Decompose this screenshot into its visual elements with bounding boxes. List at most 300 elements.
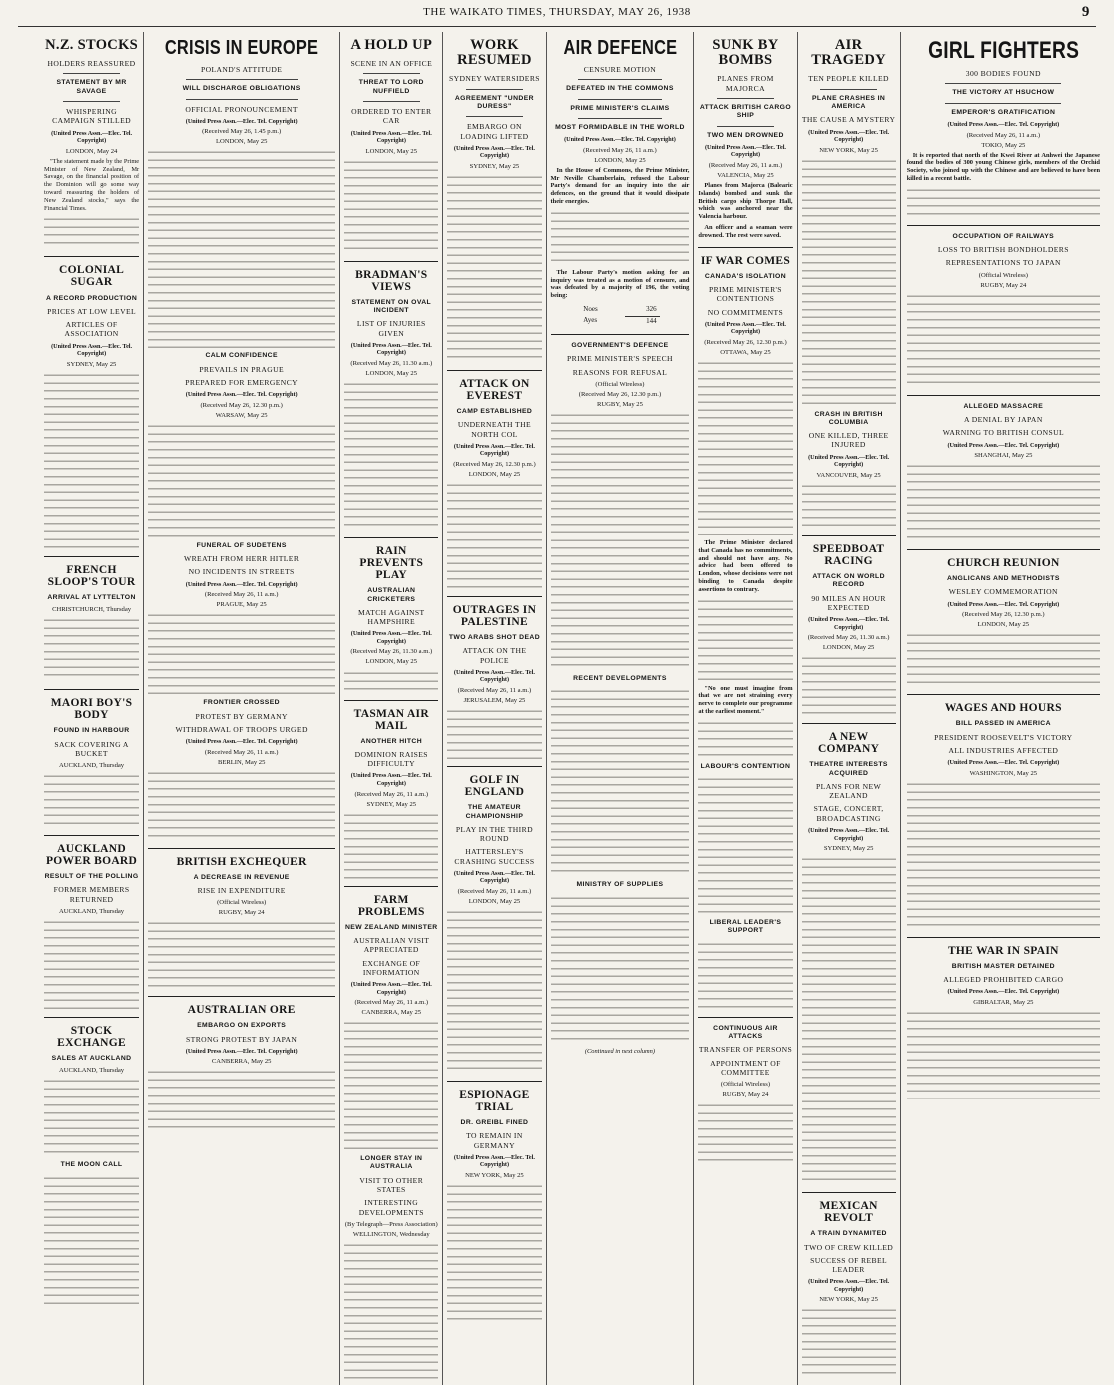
headline-a-hold-up: A HOLD UP	[350, 37, 433, 53]
subhead: A TRAIN DYNAMITED	[810, 1230, 887, 1238]
article-text-block	[907, 186, 1100, 218]
dateline: LONDON, May 25	[977, 621, 1030, 629]
article-body	[698, 685, 792, 716]
subhead: FUNERAL OF SUDETENS	[196, 541, 287, 549]
article-text-block	[907, 780, 1100, 930]
article-text-block	[907, 1009, 1100, 1099]
divider	[698, 1017, 792, 1018]
subhead: SACK COVERING A BUCKET	[54, 739, 129, 758]
source-line: (Official Wireless)	[720, 1081, 771, 1089]
continued-note: (Continued in next column)	[584, 1047, 655, 1055]
article-text-block	[802, 654, 896, 716]
masthead-title: THE WAIKATO TIMES, THURSDAY, MAY 26, 1938	[423, 6, 691, 18]
subhead: REASONS FOR REFUSAL	[572, 367, 668, 377]
subhead: TRANSFER OF PERSONS	[698, 1045, 793, 1055]
subhead: THREAT TO LORD NUFFIELD	[358, 79, 424, 95]
subhead: RESULT OF THE POLLING	[44, 873, 139, 881]
dateline: RUGBY, May 25	[597, 400, 643, 408]
subhead: OFFICIAL PRONOUNCEMENT	[185, 104, 298, 114]
section-subhead: LABOUR'S CONTENTION	[700, 762, 791, 770]
wire-credit: (United Press Assn.—Elec. Tel. Copyright)	[350, 341, 432, 357]
article-text-block	[698, 775, 792, 915]
received-line: (Received May 26, 12.30 p.m.)	[578, 390, 662, 398]
article-text-block	[44, 772, 139, 828]
wire-credit: (United Press Assn.—Elec. Tel. Copyright)	[947, 121, 1060, 128]
dateline: SYDNEY, May 25	[469, 162, 520, 170]
dateline: PRAGUE, May 25	[216, 601, 267, 609]
subhead: WILL DISCHARGE OBLIGATIONS	[182, 85, 301, 93]
division-vote-table	[578, 303, 661, 327]
article-text-block	[44, 1174, 139, 1304]
article-text-block	[447, 707, 541, 759]
newspaper-columns	[40, 32, 1106, 1364]
article-text-block	[148, 611, 335, 695]
subhead: AUSTRALIAN VISIT APPRECIATED	[353, 936, 430, 955]
column-2	[143, 32, 339, 1385]
received-line: (Received May 26, 11.30 a.m.)	[807, 634, 890, 642]
subhead: EMBARGO ON LOADING LIFTED	[460, 122, 529, 141]
article-text-block	[802, 482, 896, 528]
subhead: ANGLICANS AND METHODISTS	[946, 575, 1060, 583]
headline-british-exchequer: BRITISH EXCHEQUER	[176, 855, 307, 868]
subhead: EMPEROR'S GRATIFICATION	[951, 108, 1056, 116]
article-body	[698, 182, 792, 240]
headline-french-sloop: FRENCH SLOOP'S TOUR	[47, 563, 136, 588]
article-text-block	[44, 1077, 139, 1157]
article-text-block	[551, 411, 690, 671]
divider	[907, 225, 1100, 226]
divider	[148, 848, 335, 849]
subhead: PLANS FOR NEW ZEALAND	[816, 781, 882, 801]
article-text-block	[148, 769, 335, 841]
received-line: (Received May 26, 11 a.m.)	[354, 999, 429, 1007]
divider	[466, 89, 522, 90]
divider	[344, 537, 438, 538]
wire-credit: (United Press Assn.—Elec. Tel. Copyright)	[704, 320, 786, 336]
divider	[344, 700, 438, 701]
article-text-block	[344, 158, 438, 254]
subhead: ORDERED TO ENTER CAR	[351, 107, 432, 126]
headline-girl-fighters: GIRL FIGHTERS	[927, 37, 1079, 64]
divider	[907, 937, 1100, 938]
article-text-block	[802, 1306, 896, 1376]
divider	[363, 101, 419, 102]
dateline: WELLINGTON, Wednesday	[352, 1230, 430, 1238]
divider	[63, 101, 120, 102]
subhead: A RECORD PRODUCTION	[45, 294, 138, 302]
subhead: A DECREASE IN REVENUE	[193, 873, 290, 881]
headline-tasman-air-mail: TASMAN AIR MAIL	[353, 707, 429, 732]
subhead: PRICES AT LOW LEVEL	[47, 306, 137, 316]
subhead: STATEMENT BY MR SAVAGE	[56, 79, 127, 95]
section-subhead: MINISTRY OF SUPPLIES	[576, 881, 664, 889]
article-text-block	[907, 462, 1100, 542]
subhead: DOMINION RAISES DIFFICULTY	[354, 749, 428, 769]
subhead: UNDERNEATH THE NORTH COL	[457, 420, 532, 439]
subhead: NEW ZEALAND MINISTER	[344, 923, 438, 931]
subhead: ONE KILLED, THREE INJURED	[808, 431, 889, 450]
divider	[344, 261, 438, 262]
subhead: EXCHANGE OF INFORMATION	[362, 958, 421, 977]
subhead: SCENE IN AN OFFICE	[350, 59, 433, 69]
noes-count: 326	[646, 305, 657, 314]
dateline: NEW YORK, May 25	[819, 146, 878, 154]
subhead: LIST OF INJURIES GIVEN	[356, 319, 426, 338]
divider	[802, 535, 896, 536]
divider	[820, 89, 876, 90]
divider	[802, 1192, 896, 1193]
headline-speedboat-racing: SPEEDBOAT RACING	[812, 542, 885, 567]
headline-attack-on-everest: ATTACK ON EVEREST	[459, 377, 530, 402]
article-text-block	[44, 918, 139, 1010]
dateline: JERUSALEM, May 25	[463, 697, 526, 705]
wire-credit: (United Press Assn.—Elec. Tel. Copyright)	[185, 391, 298, 399]
article-text-block	[447, 173, 541, 363]
divider	[186, 99, 298, 100]
dateline: LONDON, May 25	[365, 658, 418, 666]
headline-espionage-trial: ESPIONAGE TRIAL	[459, 1088, 530, 1114]
divider	[44, 256, 139, 257]
subhead: PRIME MINISTER'S SPEECH	[566, 354, 673, 364]
subhead: MOST FORMIDABLE IN THE WORLD	[555, 123, 685, 131]
subhead: PRESIDENT ROOSEVELT'S VICTORY	[934, 732, 1073, 742]
headline-air-tragedy: AIR TRAGEDY	[811, 37, 886, 69]
dateline: WASHINGTON, May 25	[969, 769, 1038, 777]
subhead: STATEMENT ON OVAL INCIDENT	[351, 298, 432, 315]
column-3	[339, 32, 442, 1385]
wire-credit: (United Press Assn.—Elec. Tel. Copyright)	[185, 1047, 298, 1055]
subhead: PROTEST BY GERMANY	[195, 711, 288, 721]
divider	[945, 83, 1061, 84]
wire-credit: (United Press Assn.—Elec. Tel. Copyright)	[947, 988, 1060, 996]
article-text-block	[344, 669, 438, 693]
wire-credit: (United Press Assn.—Elec. Tel. Copyright)	[350, 630, 432, 645]
dateline: LONDON, May 25	[365, 370, 418, 378]
wire-credit: (United Press Assn.—Elec. Tel. Copyright)	[808, 1278, 890, 1293]
headline-air-defence: AIR DEFENCE	[563, 37, 677, 59]
section-subhead: LIBERAL LEADER'S SUPPORT	[709, 919, 782, 935]
received-line: (Received May 26, 11 a.m.)	[204, 591, 279, 599]
received-line: (Received May 26, 12.30 p.m.)	[704, 338, 787, 346]
subhead: ANOTHER HITCH	[360, 737, 423, 745]
wire-credit: (United Press Assn.—Elec. Tel. Copyright)	[808, 128, 890, 144]
dateline: CHRISTCHURCH, Thursday	[52, 606, 132, 614]
article-text-block	[44, 215, 139, 249]
article-text-block	[44, 616, 139, 682]
dateline: SHANGHAI, May 25	[974, 452, 1033, 460]
article-text-block	[802, 157, 896, 407]
subhead: FRONTIER CROSSED	[203, 699, 280, 707]
article-text-block	[698, 940, 792, 1010]
dateline: AUCKLAND, Thursday	[59, 1067, 125, 1075]
divider	[551, 334, 690, 335]
subhead: CANADA'S ISOLATION	[704, 272, 787, 280]
subhead: PLANES FROM MAJORCA	[717, 74, 774, 93]
wire-credit: (United Press Assn.—Elec. Tel. Copyright)	[947, 441, 1060, 449]
headline-australian-ore: AUSTRALIAN ORE	[187, 1004, 296, 1017]
wire-credit: (United Press Assn.—Elec. Tel. Copyright)	[453, 144, 535, 160]
paragraph: "No one must imagine from that we are not straining every nerve to complete our programme at the earliest moment."	[698, 684, 793, 716]
headline-golf-in-england: GOLF IN ENGLAND	[464, 774, 525, 799]
subhead: REPRESENTATIONS TO JAPAN	[945, 258, 1061, 268]
dateline: NEW YORK, May 25	[465, 1172, 524, 1179]
article-text-block	[44, 371, 139, 549]
headline-work-resumed: WORK RESUMED	[457, 37, 532, 69]
subhead: DEFEATED IN THE COMMONS	[566, 85, 674, 93]
divider	[44, 556, 139, 557]
headline-nz-stocks: N.Z. STOCKS	[45, 37, 139, 53]
dateline: RUGBY, May 24	[722, 1091, 769, 1099]
paragraph: It is reported that north of the Kwei River at Anhwei the Japanese found the bodies of 300 young Chinese girls, members of the Orchid Society, who joined up with the Chinese and are believed to have been killed in a recent battle.	[906, 151, 1100, 183]
dateline: LONDON, May 25	[468, 470, 521, 478]
subhead: TO REMAIN IN GERMANY	[466, 1131, 523, 1150]
subhead: FORMER MEMBERS RETURNED	[53, 885, 130, 904]
noes-label: Noes	[583, 305, 598, 314]
paragraph: Planes from Majorca (Balearic Islands) bombed and sunk the British cargo ship Thorpe Hall, which was anchored near the Valencia harbour.	[698, 181, 793, 221]
dateline: SYDNEY, May 25	[823, 845, 874, 853]
subhead: FOUND IN HARBOUR	[53, 727, 130, 735]
divider	[802, 723, 896, 724]
wire-credit: (United Press Assn.—Elec. Tel. Copyright)	[51, 342, 133, 358]
wire-credit: (United Press Assn.—Elec. Tel. Copyright)	[453, 1153, 535, 1169]
article-text-block	[344, 811, 438, 879]
subhead: RISE IN EXPENDITURE	[197, 885, 286, 895]
wire-credit: (United Press Assn.—Elec. Tel. Copyright)	[350, 981, 432, 996]
paragraph: In the House of Commons, the Prime Minister, Mr Neville Chamberlain, refused the Labour Party's demand for an inquiry into the air defences, on the ground that it would dissipate their energies.	[550, 166, 690, 205]
divider	[907, 694, 1100, 695]
divider	[717, 126, 773, 127]
divider	[44, 1017, 139, 1018]
masthead-rule	[18, 26, 1096, 27]
subhead: PREVAILS IN PRAGUE	[199, 364, 285, 374]
subhead: 300 BODIES FOUND	[965, 69, 1041, 79]
ayes-count: 144	[625, 316, 660, 326]
article-text-block	[551, 687, 690, 877]
article-text-block	[802, 855, 896, 1185]
dateline: WARSAW, May 25	[215, 411, 268, 419]
source-line: (Official Wireless)	[978, 271, 1028, 279]
subhead: ALLEGED PROHIBITED CARGO	[943, 975, 1064, 985]
divider	[44, 689, 139, 690]
received-line: (Received May 26, 11 a.m.)	[204, 748, 279, 756]
subhead: ALL INDUSTRIES AFFECTED	[948, 745, 1059, 755]
subhead: PREPARED FOR EMERGENCY	[185, 377, 299, 387]
subhead: NO INCIDENTS IN STREETS	[188, 567, 295, 577]
headline-stock-exchange: STOCK EXCHANGE	[57, 1025, 126, 1050]
wire-credit: (United Press Assn.—Elec. Tel. Copyright)	[185, 580, 298, 588]
subhead: A DENIAL BY JAPAN	[963, 415, 1043, 424]
received-line: (Received May 26, 11.30 a.m.)	[350, 360, 433, 367]
subhead: NO COMMITMENTS	[707, 307, 784, 317]
column-1	[40, 32, 143, 1385]
received-line: (Received May 26, 11 a.m.)	[966, 131, 1041, 139]
wire-credit: (United Press Assn.—Elec. Tel. Copyright)	[453, 869, 535, 885]
subhead: HOLDERS REASSURED	[47, 59, 136, 69]
received-line: (Received May 26, 11.30 a.m.)	[350, 648, 433, 656]
subhead: SALES AT AUCKLAND	[51, 1055, 132, 1063]
headline-sunk-by-bombs: SUNK BY BOMBS	[712, 37, 779, 69]
divider	[578, 79, 661, 80]
subhead: TWO OF CREW KILLED	[804, 1242, 894, 1252]
divider	[447, 596, 541, 597]
subhead: INTERESTING DEVELOPMENTS	[358, 1198, 424, 1217]
article-text-block	[447, 481, 541, 589]
subhead: GOVERNMENT'S DEFENCE	[571, 342, 669, 350]
dateline: CANBERRA, May 25	[361, 1009, 422, 1017]
subhead: OCCUPATION OF RAILWAYS	[952, 232, 1055, 240]
divider	[578, 99, 661, 100]
headline-maori-boy: MAORI BOY'S BODY	[50, 697, 133, 722]
article-body	[551, 167, 690, 206]
subhead: ARTICLES OF ASSOCIATION	[64, 320, 119, 339]
article-text-block	[551, 209, 690, 265]
subhead: THE AMATEUR CHAMPIONSHIP	[465, 804, 524, 820]
subhead: LOSS TO BRITISH BONDHOLDERS	[937, 245, 1069, 255]
dateline: AUCKLAND, Thursday	[59, 907, 125, 915]
source-line: (Official Wireless)	[595, 380, 645, 388]
subhead: TWO MEN DROWNED	[707, 131, 784, 139]
article-text-block	[907, 631, 1100, 687]
received-line: (Received May 26, 11 a.m.)	[583, 146, 657, 154]
divider	[578, 118, 661, 119]
dateline: LONDON, May 25	[365, 147, 418, 155]
subhead: PRIME MINISTER'S CLAIMS	[570, 104, 670, 112]
source-line: (By Telegraph—Press Association)	[344, 1220, 438, 1228]
column-8	[900, 32, 1106, 1385]
section-subhead: RECENT DEVELOPMENTS	[573, 674, 667, 682]
article-text-block	[551, 894, 690, 1044]
subhead: ATTACK ON WORLD RECORD	[812, 573, 885, 589]
subhead: ATTACK BRITISH CARGO SHIP	[699, 103, 792, 120]
column-5	[546, 32, 694, 1385]
subhead: DR. GREIBL FINED	[460, 1119, 529, 1127]
received-line: (Received May 26, 12.30 p.m.)	[200, 401, 283, 409]
subhead: MATCH AGAINST HAMPSHIRE	[357, 607, 425, 627]
article-text-block	[698, 1101, 792, 1161]
divider	[44, 835, 139, 836]
divider	[698, 247, 792, 248]
article-text-block	[698, 719, 792, 759]
received-line: (Received May 26, 12.30 p.m.)	[962, 611, 1045, 619]
headline-if-war-comes: IF WAR COMES	[700, 254, 791, 267]
column-4	[442, 32, 545, 1385]
subhead: CONTINUOUS AIR ATTACKS	[713, 1024, 778, 1040]
subhead: VISIT TO OTHER STATES	[359, 1175, 424, 1194]
subhead: EMBARGO ON EXPORTS	[197, 1022, 287, 1030]
headline-auckland-power-board: AUCKLAND POWER BOARD	[45, 843, 138, 868]
dateline: CANBERRA, May 25	[211, 1058, 272, 1066]
subhead: STRONG PROTEST BY JAPAN	[186, 1034, 298, 1044]
subhead: THE CAUSE A MYSTERY	[801, 115, 896, 125]
divider	[447, 766, 541, 767]
dateline: VALENCIA, May 25	[717, 171, 774, 179]
subhead: AGREEMENT "UNDER DURESS"	[454, 94, 534, 110]
paragraph: An officer and a seaman were drowned. The rest were saved.	[698, 224, 793, 239]
dateline: LONDON, May 25	[822, 644, 875, 652]
dateline: LONDON, May 25	[215, 138, 268, 146]
paragraph: "The statement made by the Prime Minister of New Zealand, Mr Savage, on the financial position of the Dominion will go some way toward reassuring the holders of New Zealand stocks," says the Financial Times.	[44, 157, 140, 212]
subhead: PRIME MINISTER'S CONTENTIONS	[708, 285, 782, 304]
wire-credit: (United Press Assn.—Elec. Tel. Copyright)	[185, 117, 298, 125]
dateline: SYDNEY, May 25	[66, 360, 117, 368]
dateline: RUGBY, May 24	[218, 909, 265, 917]
article-text-block	[907, 292, 1100, 388]
received-line: (Received May 26, 11 a.m.)	[354, 790, 429, 798]
subhead: HATTERSLEY'S CRASHING SUCCESS	[454, 847, 535, 866]
article-body	[698, 539, 792, 594]
wire-credit: (United Press Assn.—Elec. Tel. Copyright)	[808, 616, 890, 631]
dateline: GIBRALTAR, May 25	[973, 998, 1034, 1006]
masthead	[0, 6, 1114, 24]
article-text-block	[148, 1068, 335, 1128]
divider	[945, 103, 1061, 104]
headline-a-new-company: A NEW COMPANY	[817, 731, 880, 756]
subhead: CENSURE MOTION	[583, 65, 657, 74]
article-body	[44, 158, 139, 213]
divider	[907, 395, 1100, 396]
article-body	[907, 152, 1100, 183]
dateline: NEW YORK, May 25	[819, 1296, 878, 1304]
headline-farm-problems: FARM PROBLEMS	[357, 893, 425, 918]
subhead: BRITISH MASTER DETAINED	[951, 962, 1055, 970]
wire-credit: (United Press Assn.—Elec. Tel. Copyright)	[51, 129, 133, 145]
dateline: BERLIN, May 25	[217, 758, 266, 766]
subhead: SUCCESS OF REBEL LEADER	[810, 1255, 888, 1274]
headline-outrages-in-palestine: OUTRAGES IN PALESTINE	[452, 604, 537, 629]
subhead: ATTACK ON THE POLICE	[462, 646, 527, 665]
dateline: RUGBY, May 24	[980, 281, 1027, 289]
paragraph: The Labour Party's motion asking for an inquiry was treated as a motion of censure, and was defeated by a majority of 196, the voting being:	[550, 268, 690, 300]
subhead: WREATH FROM HERR HITLER	[184, 554, 300, 564]
received-line: (Received May 26, 1.45 p.m.)	[202, 128, 282, 136]
wire-credit: (United Press Assn.—Elec. Tel. Copyright)	[808, 826, 890, 842]
subhead: SYDNEY WATERSIDERS	[448, 74, 540, 84]
dateline: SYDNEY, May 25	[366, 800, 417, 808]
subhead: THEATRE INTERESTS ACQUIRED	[809, 761, 888, 777]
headline-rain-prevents-play: RAIN PREVENTS PLAY	[359, 545, 424, 582]
article-text-block	[698, 597, 792, 681]
column-6	[693, 32, 796, 1385]
subhead: ARRIVAL AT LYTTELTON	[47, 593, 136, 601]
subhead: TEN PEOPLE KILLED	[808, 74, 889, 84]
divider	[186, 79, 298, 80]
headline-crisis-in-europe: CRISIS IN EUROPE	[164, 37, 319, 59]
article-text-block	[698, 359, 792, 535]
article-text-block	[148, 148, 335, 348]
subhead: LONGER STAY IN AUSTRALIA	[360, 1155, 423, 1171]
paragraph: The Prime Minister declared that Canada has no commitments, and should not have any. No advice had been offered to London, whose decisions were not binding to Canada despite assertions to contrary.	[698, 538, 793, 593]
wire-credit: (United Press Assn.—Elec. Tel. Copyright)	[185, 738, 298, 745]
received-line: (Received May 26, 11 a.m.)	[708, 161, 783, 169]
headline-mexican-revolt: MEXICAN REVOLT	[819, 1200, 878, 1225]
divider	[717, 98, 773, 99]
wire-credit: (United Press Assn.—Elec. Tel. Copyright)	[564, 136, 676, 144]
article-text-block	[344, 380, 438, 530]
dateline: LONDON, May 25	[468, 897, 521, 905]
divider	[363, 73, 419, 74]
article-body	[551, 269, 690, 300]
divider	[344, 886, 438, 887]
article-text-block	[447, 1182, 541, 1322]
subhead: 90 MILES AN HOUR EXPECTED	[811, 593, 886, 612]
article-text-block	[344, 1019, 438, 1151]
subhead: WITHDRAWAL OF TROOPS URGED	[175, 724, 308, 734]
dateline: AUCKLAND, Thursday	[59, 762, 125, 770]
wire-credit: (United Press Assn.—Elec. Tel. Copyright)	[453, 442, 535, 458]
headline-church-reunion: CHURCH REUNION	[947, 557, 1060, 570]
subhead: WESLEY COMMEMORATION	[948, 587, 1058, 597]
divider	[907, 549, 1100, 550]
